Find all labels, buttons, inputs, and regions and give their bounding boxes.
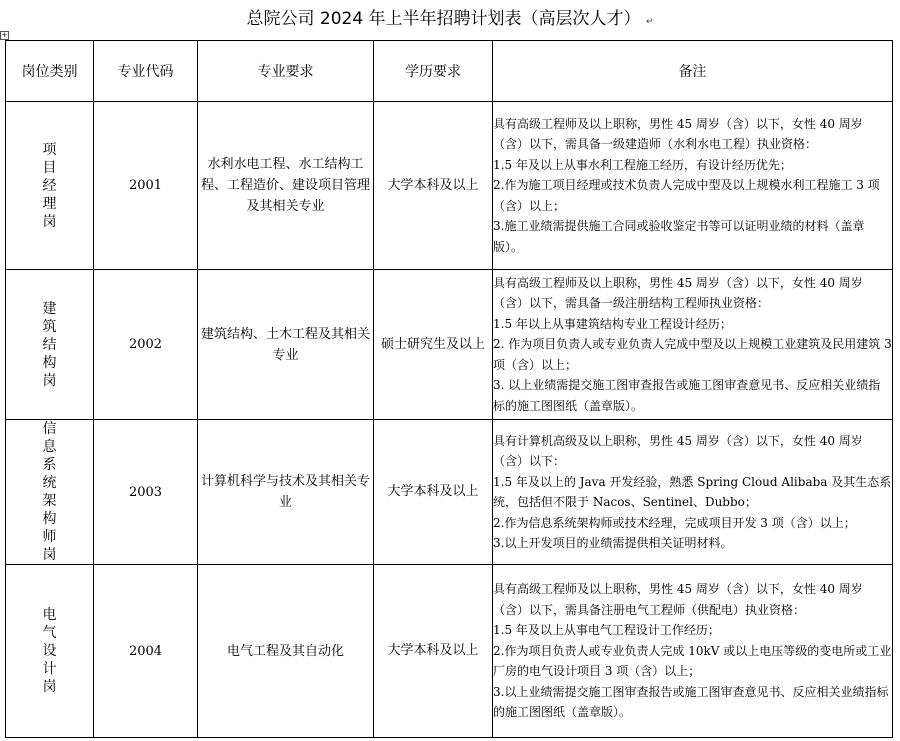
header-code: 专业代码 bbox=[94, 41, 198, 102]
notes-line: 1.5 年及以上的 Java 开发经验，熟悉 Spring Cloud Alibaba 及其生态系统，包括但不限于 Nacos、Sentinel、Dubbo； bbox=[493, 474, 892, 509]
notes-cell bbox=[493, 102, 893, 270]
category-cell bbox=[6, 420, 94, 565]
education-cell: 大学本科及以上 bbox=[374, 565, 493, 738]
education-cell: 大学本科及以上 bbox=[374, 420, 493, 565]
table-row bbox=[6, 565, 893, 738]
notes-line: 3.以上业绩需提交施工图审查报告或施工图审查意见书、反应相关业绩指标的施工图图纸（盖章版）。 bbox=[493, 684, 889, 720]
header-education: 学历要求 bbox=[374, 41, 493, 102]
notes-line: 2. 作为项目负责人或专业负责人完成中型及以上规模工业建筑及民用建筑 3 项（含）以上； bbox=[493, 337, 892, 372]
category-cell bbox=[6, 565, 94, 738]
category-label: 建筑结构岗 bbox=[42, 300, 57, 389]
category-label: 电气设计岗 bbox=[42, 607, 57, 695]
category-cell bbox=[6, 102, 94, 270]
table-row bbox=[6, 102, 893, 270]
header-notes: 备注 bbox=[493, 41, 893, 102]
recruitment-plan-table bbox=[5, 40, 893, 738]
notes-line: 3.施工业绩需提供施工合同或验收鉴定书等可以证明业绩的材料（盖章版）。 bbox=[493, 219, 865, 254]
notes-line: 2.作为信息系统架构师或技术经理，完成项目开发 3 项（含）以上； bbox=[493, 515, 856, 530]
notes-cell bbox=[493, 420, 893, 565]
code-cell: 2001 bbox=[94, 102, 198, 270]
major-cell: 水利水电工程、水工结构工程、工程造价、建设项目管理及其相关专业 bbox=[198, 102, 374, 270]
notes-line: 1.5 年以上从事建筑结构专业工程设计经历； bbox=[493, 316, 732, 331]
notes-line: 2.作为施工项目经理或技术负责人完成中型及以上规模水利工程施工 3 项（含）以上； bbox=[493, 178, 880, 213]
notes-line: 3.以上开发项目的业绩需提供相关证明材料。 bbox=[493, 536, 733, 550]
major-cell: 计算机科学与技术及其相关专业 bbox=[198, 420, 374, 565]
notes-cell bbox=[493, 565, 893, 738]
notes-line: 1.5 年及以上从事水利工程施工经历，有设计经历优先； bbox=[493, 157, 792, 172]
notes-line: 具有高级工程师及以上职称，男性 45 周岁（含）以下，女性 40 周岁（含）以下，需具备注册电气工程师（供配电）执业资格： bbox=[493, 582, 863, 617]
paragraph-mark-icon: ↵ bbox=[645, 17, 654, 27]
header-category: 岗位类别 bbox=[6, 41, 94, 102]
code-cell: 2003 bbox=[94, 420, 198, 565]
notes-line: 2.作为项目负责人或专业负责人完成 10kV 或以上电压等级的变电所或工业厂房的电气设计项目 3 项（含）以上； bbox=[493, 643, 892, 679]
education-cell: 大学本科及以上 bbox=[374, 102, 493, 270]
category-cell bbox=[6, 270, 94, 420]
table-header-row bbox=[6, 41, 893, 102]
notes-line: 具有计算机高级及以上职称，男性 45 周岁（含）以下，女性 40 周岁（含）以下： bbox=[493, 433, 863, 468]
education-cell: 硕士研究生及以上 bbox=[374, 270, 493, 420]
code-cell: 2004 bbox=[94, 565, 198, 738]
category-label: 信息系统架构师岗 bbox=[42, 421, 57, 563]
document-title bbox=[0, 7, 900, 34]
title-text: 总院公司 2024 年上半年招聘计划表（高层次人才） bbox=[246, 9, 641, 29]
header-major: 专业要求 bbox=[198, 41, 374, 102]
table-row bbox=[6, 420, 893, 565]
major-cell: 建筑结构、土木工程及其相关专业 bbox=[198, 270, 374, 420]
notes-line: 具有高级工程师及以上职称，男性 45 周岁（含）以下，女性 40 周岁（含）以下，需具备一级注册结构工程师执业资格： bbox=[493, 275, 863, 311]
table-move-handle-icon[interactable]: + bbox=[1, 31, 8, 39]
major-cell: 电气工程及其自动化 bbox=[198, 565, 374, 738]
notes-line: 1.5 年及以上从事电气工程设计工作经历； bbox=[493, 623, 720, 638]
code-cell: 2002 bbox=[94, 270, 198, 420]
category-label: 项目经理岗 bbox=[42, 141, 57, 230]
notes-line: 具有高级工程师及以上职称，男性 45 周岁（含）以下，女性 40 周岁（含）以下，需具备一级建造师（水利水电工程）执业资格： bbox=[493, 116, 863, 152]
table-row bbox=[6, 270, 893, 420]
notes-line: 3. 以上业绩需提交施工图审查报告或施工图审查意见书、反应相关业绩指标的施工图图纸（盖章版）。 bbox=[493, 378, 881, 413]
notes-cell bbox=[493, 270, 893, 420]
